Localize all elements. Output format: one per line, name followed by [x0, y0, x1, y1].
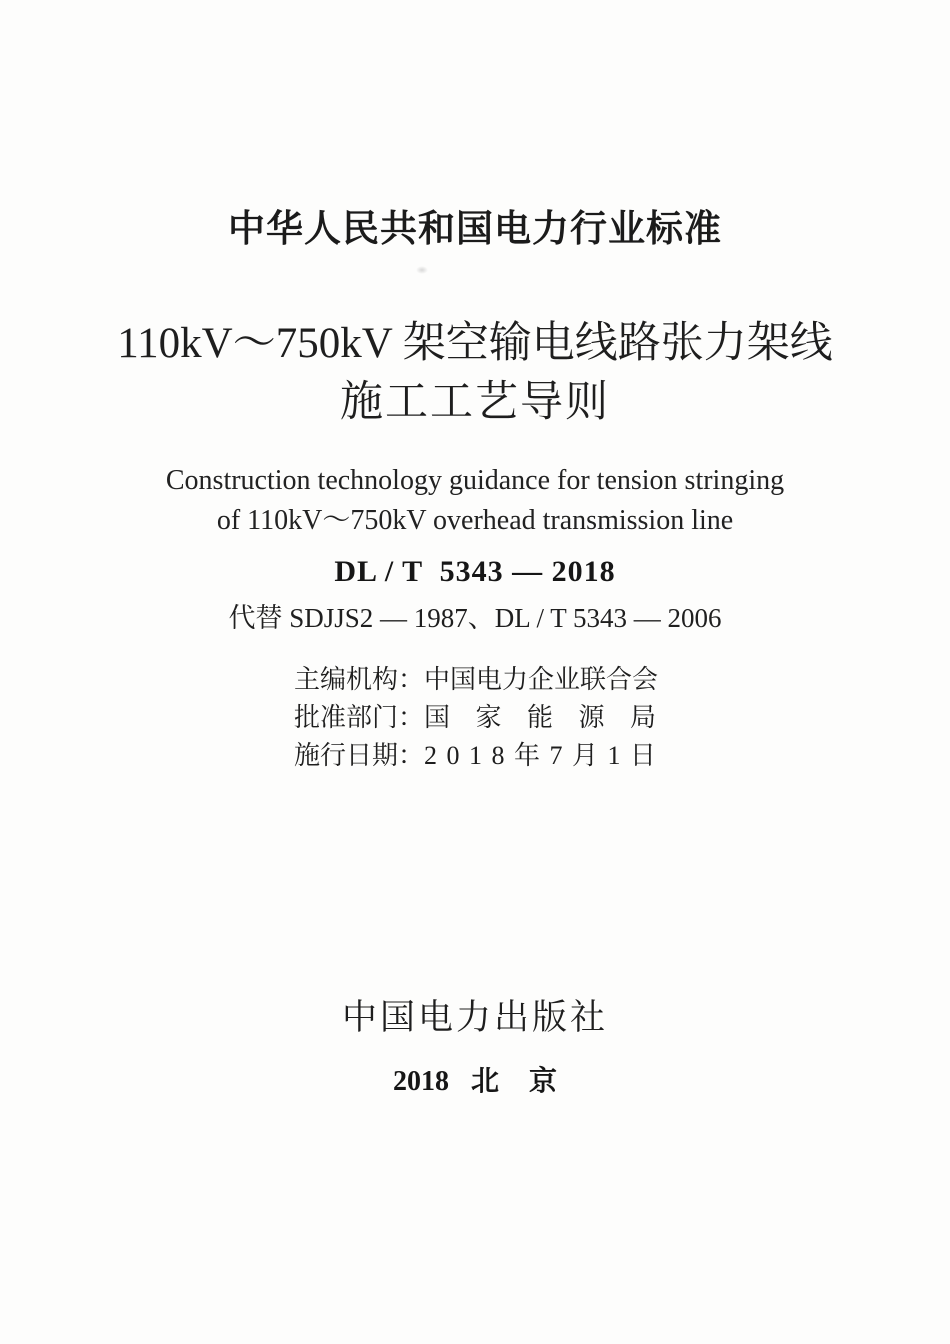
standard-number: DL / T 5343 — 2018: [334, 555, 616, 588]
scan-artifact-dot: [416, 266, 428, 274]
chief-editor-row: [294, 661, 659, 699]
approval-dept-value: 国 家 能 源 局: [424, 703, 656, 732]
approval-dept-row: [294, 699, 656, 737]
standard-title-cn: [0, 314, 950, 432]
publication-info: [294, 661, 659, 775]
standard-category-heading: 中华人民共和国电力行业标准: [228, 208, 722, 249]
effective-date-row: [294, 737, 656, 775]
superseded-standards: 代替 SDJJS2 — 1987、DL / T 5343 — 2006: [228, 603, 722, 633]
effective-date-label: 施行日期：: [294, 741, 425, 770]
imprint-line: [0, 1066, 950, 1098]
publisher-name: 中国电力出版社: [341, 998, 608, 1037]
approval-dept-label: 批准部门：: [294, 703, 425, 732]
title-cn-line1: 110kV～750kV 架空输电线路张力架线: [117, 320, 833, 367]
imprint-year: 2018: [392, 1066, 449, 1097]
effective-date-value: 2 0 1 8 年 7 月 1 日: [424, 741, 656, 770]
title-en-line2: of 110kV～750kV overhead transmission line: [216, 505, 734, 536]
standard-title-en: [0, 461, 950, 541]
imprint-city: 北 京: [470, 1066, 558, 1097]
chief-editor-label: 主编机构：: [294, 665, 425, 694]
chief-editor-value: 中国电力企业联合会: [424, 665, 659, 694]
title-cn-line2: 施工工艺导则: [340, 379, 610, 426]
title-en-line1: Construction technology guidance for tension stringing: [165, 465, 785, 496]
